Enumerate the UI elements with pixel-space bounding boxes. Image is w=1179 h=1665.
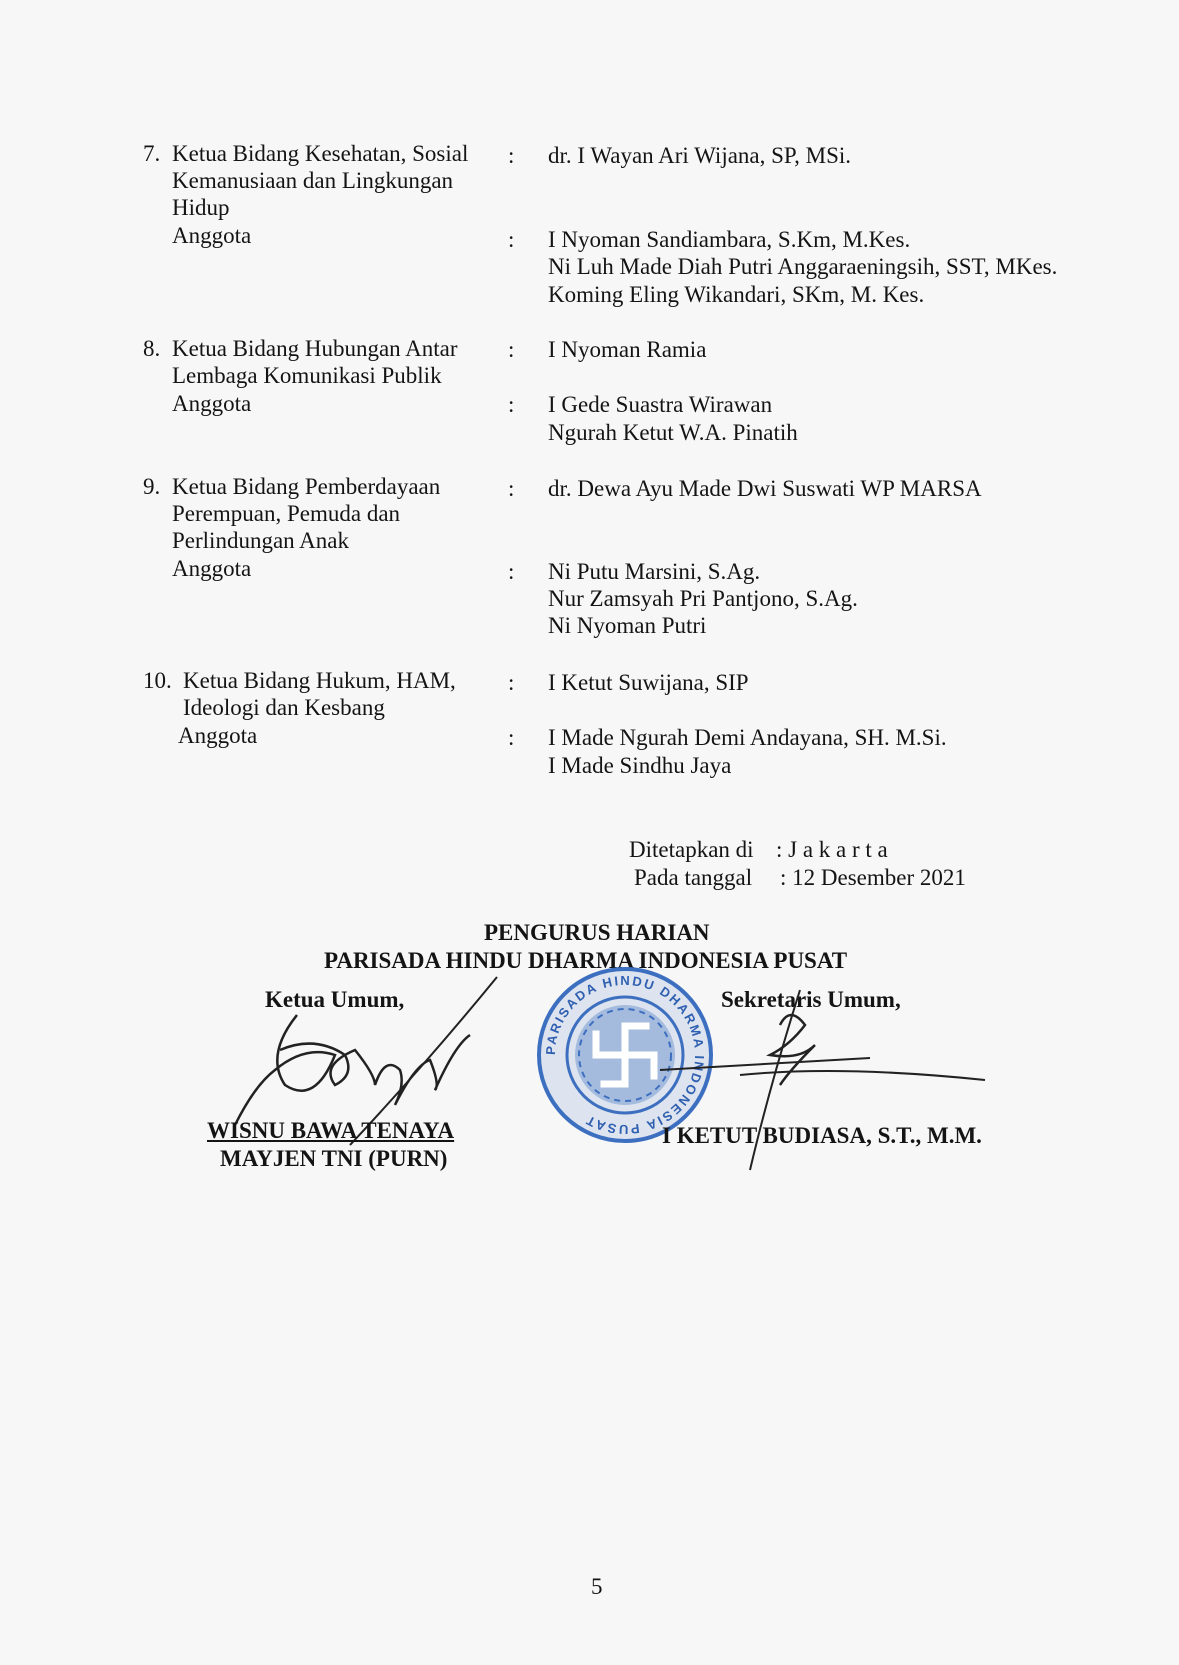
date-value: : 12 Desember 2021 [780,865,966,890]
colon: : [508,392,515,417]
colon: : [508,559,515,584]
item-number: 9. [143,474,161,499]
board-organization: PARISADA HINDU DHARMA INDONESIA PUSAT [324,948,848,973]
item-title-line: Perempuan, Pemuda dan [172,501,401,526]
member-label: Anggota [172,556,252,581]
colon: : [508,227,515,252]
date-label: Pada tanggal [634,865,753,890]
member-name: Ni Nyoman Putri [548,613,707,638]
colon: : [508,725,515,750]
place-value: : J a k a r t a [776,837,888,862]
member-label: Anggota [172,223,252,248]
member-name: I Made Ngurah Demi Andayana, SH. M.Si. [548,725,947,750]
colon: : [508,143,515,168]
colon: : [508,337,515,362]
member-name: I Made Sindhu Jaya [548,753,732,778]
member-name: Ngurah Ketut W.A. Pinatih [548,420,798,445]
item-number: 8. [143,336,161,361]
member-name: Koming Eling Wikandari, SKm, M. Kes. [548,282,925,307]
chair-name: I Ketut Suwijana, SIP [548,670,749,695]
member-name: I Gede Suastra Wirawan [548,392,773,417]
member-name: I Nyoman Sandiambara, S.Km, M.Kes. [548,227,911,252]
member-label: Anggota [172,391,252,416]
seal-text: PARISADA HINDU DHARMA INDONESIA PUSAT [542,972,708,1138]
item-number: 10. [143,668,172,693]
place-label: Ditetapkan di [629,837,754,862]
right-signatory-name: I KETUT BUDIASA, S.T., M.M. [662,1123,982,1148]
left-signatory-role: Ketua Umum, [265,987,405,1012]
item-title-line: Ketua Bidang Hukum, HAM, [183,668,456,693]
member-name: Nur Zamsyah Pri Pantjono, S.Ag. [548,586,858,611]
item-title-line: Lembaga Komunikasi Publik [172,363,442,388]
item-title-line: Ideologi dan Kesbang [183,695,385,720]
chair-name: dr. I Wayan Ari Wijana, SP, MSi. [548,143,852,168]
colon: : [508,670,515,695]
chair-name: dr. Dewa Ayu Made Dwi Suswati WP MARSA [548,476,982,501]
member-label: Anggota [178,723,258,748]
member-name: Ni Putu Marsini, S.Ag. [548,559,761,584]
left-signatory-name: WISNU BAWA TENAYA [207,1118,455,1143]
page-number: 5 [591,1574,603,1599]
item-title-line: Ketua Bidang Pemberdayaan [172,474,441,499]
colon: : [508,476,515,501]
item-title-line: Perlindungan Anak [172,528,349,553]
left-signatory-rank: MAYJEN TNI (PURN) [220,1146,448,1171]
member-name: Ni Luh Made Diah Putri Anggaraeningsih, SST, MKes. [548,254,1058,279]
chair-name: I Nyoman Ramia [548,337,707,362]
board-heading: PENGURUS HARIAN [484,920,710,945]
item-number: 7. [143,141,161,166]
right-signatory-role: Sekretaris Umum, [721,987,901,1012]
item-title-line: Ketua Bidang Kesehatan, Sosial [172,141,469,166]
item-title-line: Hidup [172,195,230,220]
item-title-line: Ketua Bidang Hubungan Antar [172,336,458,361]
item-title-line: Kemanusiaan dan Lingkungan [172,168,454,193]
